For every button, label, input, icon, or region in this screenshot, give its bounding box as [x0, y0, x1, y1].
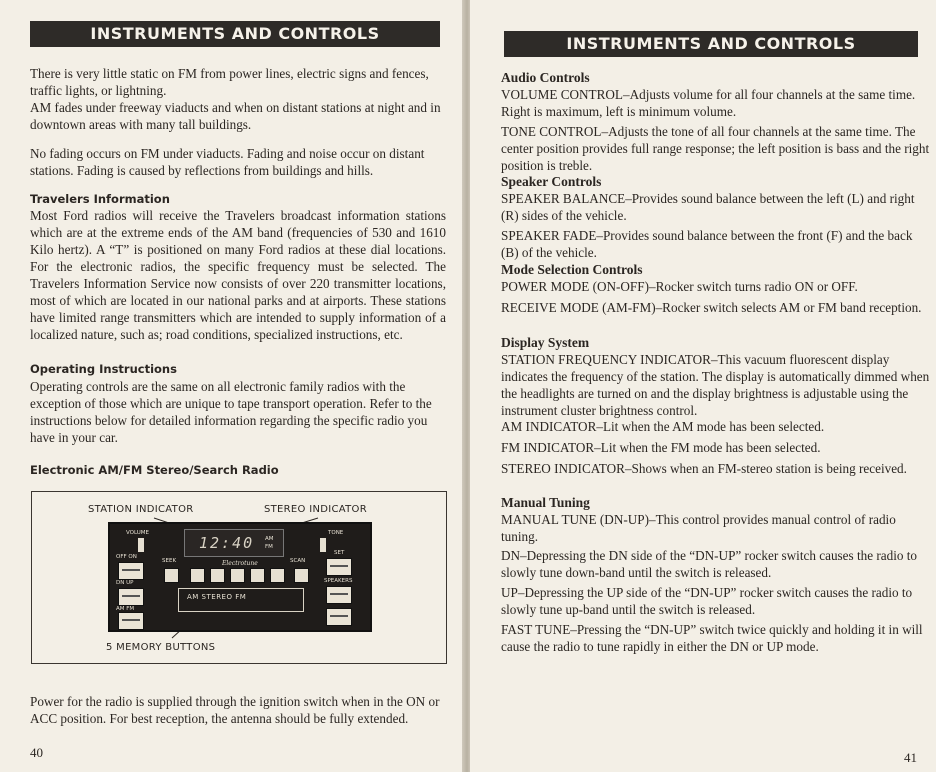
balance-knob: [326, 586, 352, 604]
radio-faceplate: [108, 522, 372, 632]
seek-button: [164, 568, 179, 583]
set-button: [326, 558, 352, 576]
receive-mode-paragraph: RECEIVE MODE (AM-FM)–Rocker switch selects AM or FM band reception.: [501, 300, 922, 315]
fm-indicator-paragraph: FM INDICATOR–Lit when the FM mode has been selected.: [501, 440, 821, 455]
band-window: [178, 588, 304, 612]
fade-knob: [326, 608, 352, 626]
memory-button-3: [230, 568, 245, 583]
speakers-label: SPEAKERS: [324, 578, 353, 584]
page-number-left: 40: [30, 745, 43, 760]
memory-button-4: [250, 568, 265, 583]
scan-label: SCAN: [290, 558, 306, 564]
manual-heading: Manual Tuning: [501, 495, 590, 510]
off-on-label: OFF ON: [116, 554, 137, 560]
fast-tune-paragraph: FAST TUNE–Pressing the “DN-UP” switch twice quickly and holding it in will cause the radio to tune rapidly in either the DN or UP mode.: [501, 622, 923, 654]
band-rocker: [118, 612, 144, 630]
radio-heading: Electronic AM/FM Stereo/Search Radio: [30, 463, 279, 477]
dn-paragraph: DN–Depressing the DN side of the “DN-UP” rocker switch causes the radio to slowly tune down-band until the switch is released.: [501, 548, 918, 580]
power-mode-paragraph: POWER MODE (ON-OFF)–Rocker switch turns radio ON or OFF.: [501, 279, 858, 294]
radio-diagram: [31, 491, 447, 664]
memory-button-2: [210, 568, 225, 583]
station-indicator-label: STATION INDICATOR: [88, 504, 194, 515]
tone-label: TONE: [328, 530, 344, 536]
station-display: [184, 529, 284, 557]
am-indicator-paragraph: AM INDICATOR–Lit when the AM mode has been selected.: [501, 419, 825, 434]
travelers-heading: Travelers Information: [30, 192, 170, 206]
paragraph-fm-fading: No fading occurs on FM under viaducts. Fading and noise occur on distant stations. Fading is caused by reflections from buildings and hills.: [30, 146, 425, 178]
page-header: INSTRUMENTS AND CONTROLS: [30, 21, 440, 47]
tune-rocker: [118, 588, 144, 606]
display-am: AM: [265, 536, 274, 542]
power-rocker: [118, 562, 144, 580]
page-number-right: 41: [904, 750, 917, 765]
page-header: INSTRUMENTS AND CONTROLS: [504, 31, 918, 57]
right-page: [470, 0, 936, 772]
scan-button: [294, 568, 309, 583]
display-fm: FM: [265, 544, 273, 550]
balance-paragraph: SPEAKER BALANCE–Provides sound balance between the left (L) and right (R) sides of the vehicle.: [501, 191, 915, 223]
tone-paragraph: TONE CONTROL–Adjusts the tone of all four channels at the same time. The center position provides full range response; the left position is bass and the right position is treble.: [501, 124, 930, 173]
left-page: [0, 0, 464, 772]
band-text: AM STEREO FM: [187, 593, 247, 601]
memory-buttons-label: 5 MEMORY BUTTONS: [106, 642, 216, 653]
tone-slider: [320, 538, 326, 552]
fade-paragraph: SPEAKER FADE–Provides sound balance between the front (F) and the back (B) of the vehicle.: [501, 228, 913, 260]
script-logo: Electrotune: [222, 560, 258, 567]
volume-paragraph: VOLUME CONTROL–Adjusts volume for all four channels at the same time. Right is maximum, left is minimum volume.: [501, 87, 916, 119]
up-paragraph: UP–Depressing the UP side of the “DN-UP” rocker switch causes the radio to slowly tune up-band until the switch is released.: [501, 585, 913, 617]
operating-heading: Operating Instructions: [30, 362, 177, 376]
display-heading: Display System: [501, 335, 590, 350]
am-fm-label: AM FM: [116, 606, 135, 612]
mode-heading: Mode Selection Controls: [501, 262, 643, 277]
stereo-indicator-label: STEREO INDICATOR: [264, 504, 367, 515]
operating-paragraph: Operating controls are the same on all electronic family radios with the exception of those which are unique to tape transport operation. Refer to the instructions below for detailed information regarding the specific radio you have in your car.: [30, 379, 432, 445]
manual-tune-paragraph: MANUAL TUNE (DN-UP)–This control provides manual control of radio tuning.: [501, 512, 896, 544]
stereo-indicator-paragraph: STEREO INDICATOR–Shows when an FM-stereo station is being received.: [501, 461, 907, 476]
memory-button-1: [190, 568, 205, 583]
set-label: SET: [334, 550, 345, 556]
travelers-paragraph: Most Ford radios will receive the Travelers broadcast information stations which are at the extreme ends of the AM band (frequencies of 530 and 1610 Kilo hertz). A “T” is positioned on many Ford radios at these dial locations. For the electronic radios, the specific frequency must be selected. The Travelers Information Service now consists of over 220 transmitter locations, most of which are located in our national parks and at airports. These stations have limited range transmitters which are intended to supply information of a localized nature, such as; road conditions, specialized instructions, etc.: [30, 208, 446, 342]
volume-slider: [138, 538, 144, 552]
seek-label: SEEK: [162, 558, 177, 564]
volume-label: VOLUME: [126, 530, 150, 536]
speaker-heading: Speaker Controls: [501, 174, 602, 189]
paragraph-static: There is very little static on FM from power lines, electric signs and fences, traffic lights, or lightning.: [30, 66, 429, 98]
audio-heading: Audio Controls: [501, 70, 590, 85]
dn-up-label: DN UP: [116, 580, 134, 586]
station-frequency-paragraph: STATION FREQUENCY INDICATOR–This vacuum fluorescent display indicates the frequency of the station. The display is automatically dimmed when the headlights are turned on and the display brightness is adjustable using the instrument cluster brightness control.: [501, 352, 930, 418]
paragraph-am-fades: AM fades under freeway viaducts and when on distant stations at night and in downtown areas with many tall buildings.: [30, 100, 441, 132]
memory-button-5: [270, 568, 285, 583]
power-paragraph: Power for the radio is supplied through the ignition switch when in the ON or ACC position. For best reception, the antenna should be fully extended.: [30, 694, 440, 726]
display-digits: 12:40: [199, 534, 255, 552]
